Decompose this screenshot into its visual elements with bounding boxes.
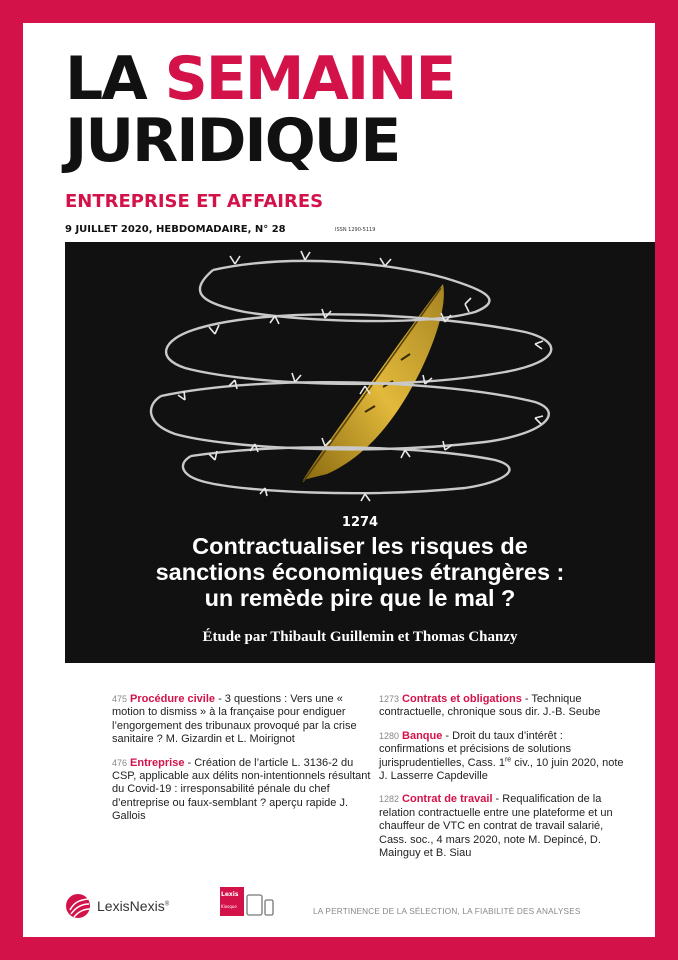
- footer-tagline: LA PERTINENCE DE LA SÉLECTION, LA FIABILITÉ DES ANALYSES: [313, 907, 581, 916]
- contents-left-column: [112, 693, 374, 834]
- kiosk-label: Lexis: [221, 891, 239, 898]
- contents-right-column: [379, 693, 627, 870]
- tablet-phone-icon: [246, 894, 274, 916]
- entry-text: - Requalification de la relation contractuelle entre une plateforme et un chauffeur de VTC en contrat de travail salarié, Cass. soc., 4 mars 2020, note M. Depincé, D. Mainguy et B. Siau: [379, 793, 613, 860]
- ordinal-superscript: re: [504, 755, 512, 763]
- cover-story-panel[interactable]: [65, 242, 655, 663]
- masthead-word-semaine: SEMAINE: [164, 44, 455, 114]
- entry-category: Contrat de travail: [402, 793, 493, 806]
- entry-text-before: - Droit du taux d’intérêt : confirmations et précisions de solutions jurisprudentielles, Cass. 1: [379, 729, 571, 769]
- lexisnexis-globe-icon: [65, 893, 93, 919]
- contents-entry[interactable]: [379, 730, 627, 784]
- brand-name: [97, 898, 169, 914]
- cover-page: [23, 23, 655, 937]
- brand-text: LexisNexis: [97, 898, 165, 914]
- entry-number: 476: [112, 757, 128, 768]
- cover-byline: Étude par Thibault Guillemin et Thomas Chanzy: [202, 629, 518, 645]
- entry-number: 1282: [379, 794, 400, 805]
- headline-line-3: un remède pire que le mal ?: [204, 585, 516, 611]
- kiosk-sublabel: Kiosque: [221, 904, 237, 909]
- entry-category: Procédure civile: [130, 693, 216, 705]
- entry-number: 1273: [379, 694, 400, 704]
- masthead-title-line1: [65, 44, 455, 114]
- masthead-title-line2: JURIDIQUE: [65, 106, 400, 176]
- entry-number: 1280: [379, 730, 400, 741]
- contents-entry[interactable]: [112, 757, 374, 824]
- entry-category: Contrats et obligations: [402, 693, 522, 705]
- contents-entry[interactable]: [379, 693, 627, 720]
- entry-number: 475: [112, 694, 128, 704]
- contents-entry[interactable]: [112, 693, 374, 747]
- lexis-kiosque-badge[interactable]: [220, 887, 244, 916]
- entry-text: - Technique contractuelle, chronique sous dir. J.-B. Seube: [379, 693, 601, 719]
- masthead-word-la: LA: [65, 44, 165, 114]
- issn-number: ISSN 1290-5119: [335, 227, 376, 233]
- issue-line: 9 JUILLET 2020, HEBDOMADAIRE, N° 28: [65, 224, 286, 235]
- headline-line-2: sanctions économiques étrangères :: [155, 559, 565, 585]
- entry-category: Banque: [402, 729, 443, 742]
- article-number: 1274: [341, 515, 379, 530]
- headline-line-1: Contractualiser les risques de: [192, 533, 528, 559]
- entry-text: - Création de l’article L. 3136-2 du CSP, applicable aux délits non-intentionnels résultant du Covid-19 : irresponsabilité pénale du chef d’entreprise ou faux-semblant ? aperçu rapide J. Gallois: [112, 756, 371, 823]
- entry-text: - 3 questions : Vers une « motion to dismiss » à la française pour endiguer l’engorgement des tribunaux provoqué par la crise sanitaire ? M. Gizardin et L. Moirignot: [112, 693, 357, 746]
- publication-subtitle: ENTREPRISE ET AFFAIRES: [65, 191, 324, 212]
- contents-entry[interactable]: [379, 793, 627, 860]
- brand-registered-mark: ®: [164, 901, 170, 908]
- entry-category: Entreprise: [130, 756, 185, 769]
- cover-headline[interactable]: [85, 533, 635, 611]
- entry-text-after: civ., 10 juin 2020, note J. Lasserre Capdeville: [379, 756, 624, 783]
